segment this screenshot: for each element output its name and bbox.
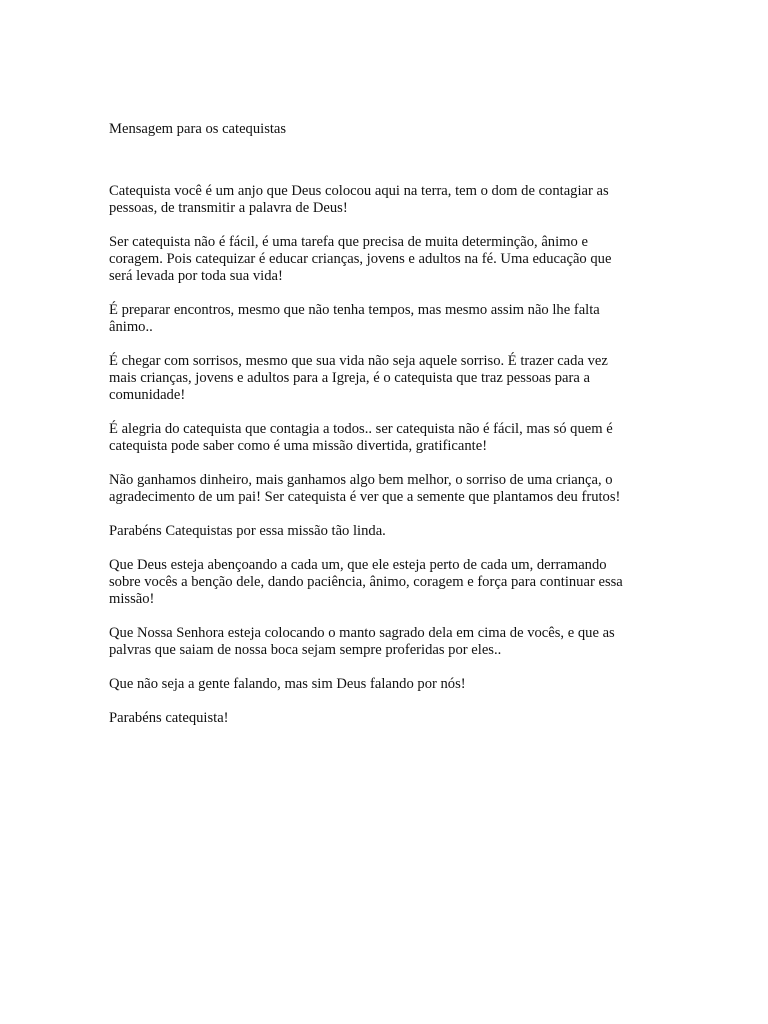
paragraph-6 xyxy=(109,472,669,506)
text-line: missão! xyxy=(109,591,155,607)
text-line: Ser catequista não é fácil, é uma tarefa que precisa de muita determinção, ânimo e xyxy=(109,234,588,250)
text-line: pessoas, de transmitir a palavra de Deus! xyxy=(109,200,348,216)
text-line: Que Deus esteja abençoando a cada um, que ele esteja perto de cada um, derramando xyxy=(109,557,607,573)
text-line: Que não seja a gente falando, mas sim Deus falando por nós! xyxy=(109,676,466,692)
paragraph-2 xyxy=(109,234,669,285)
text-line: palvras que saiam de nossa boca sejam sempre proferidas por eles.. xyxy=(109,642,502,658)
paragraph-4 xyxy=(109,353,669,404)
paragraph-8 xyxy=(109,557,669,608)
paragraph-5 xyxy=(109,421,669,455)
paragraph-1 xyxy=(109,183,669,217)
text-line: catequista pode saber como é uma missão divertida, gratificante! xyxy=(109,438,488,454)
paragraph-10 xyxy=(109,676,669,693)
paragraph-3 xyxy=(109,302,669,336)
document-title: Mensagem para os catequistas xyxy=(109,121,287,137)
text-line: agradecimento de um pai! Ser catequista é ver que a semente que plantamos deu frutos! xyxy=(109,489,621,505)
text-line: sobre vocês a benção dele, dando paciência, ânimo, coragem e força para continuar essa xyxy=(109,574,623,590)
text-line: mais crianças, jovens e adultos para a Igreja, é o catequista que traz pessoas para a xyxy=(109,370,590,386)
text-line: será levada por toda sua vida! xyxy=(109,268,283,284)
text-line: Catequista você é um anjo que Deus colocou aqui na terra, tem o dom de contagiar as xyxy=(109,183,609,199)
text-line: ânimo.. xyxy=(109,319,153,335)
paragraph-7 xyxy=(109,523,669,540)
text-line: Que Nossa Senhora esteja colocando o manto sagrado dela em cima de vocês, e que as xyxy=(109,625,615,641)
text-line: É alegria do catequista que contagia a todos.. ser catequista não é fácil, mas só quem é xyxy=(109,421,613,437)
text-line: É chegar com sorrisos, mesmo que sua vida não seja aquele sorriso. É trazer cada vez xyxy=(109,353,608,369)
text-line: Parabéns catequista! xyxy=(109,710,229,726)
paragraph-11 xyxy=(109,710,669,727)
text-line: coragem. Pois catequizar é educar crianças, jovens e adultos na fé. Uma educação que xyxy=(109,251,612,267)
text-line: Parabéns Catequistas por essa missão tão linda. xyxy=(109,523,386,539)
text-line: comunidade! xyxy=(109,387,186,403)
document-body xyxy=(109,121,669,744)
text-line: Não ganhamos dinheiro, mais ganhamos algo bem melhor, o sorriso de uma criança, o xyxy=(109,472,613,488)
text-line: É preparar encontros, mesmo que não tenha tempos, mas mesmo assim não lhe falta xyxy=(109,302,600,318)
paragraph-9 xyxy=(109,625,669,659)
